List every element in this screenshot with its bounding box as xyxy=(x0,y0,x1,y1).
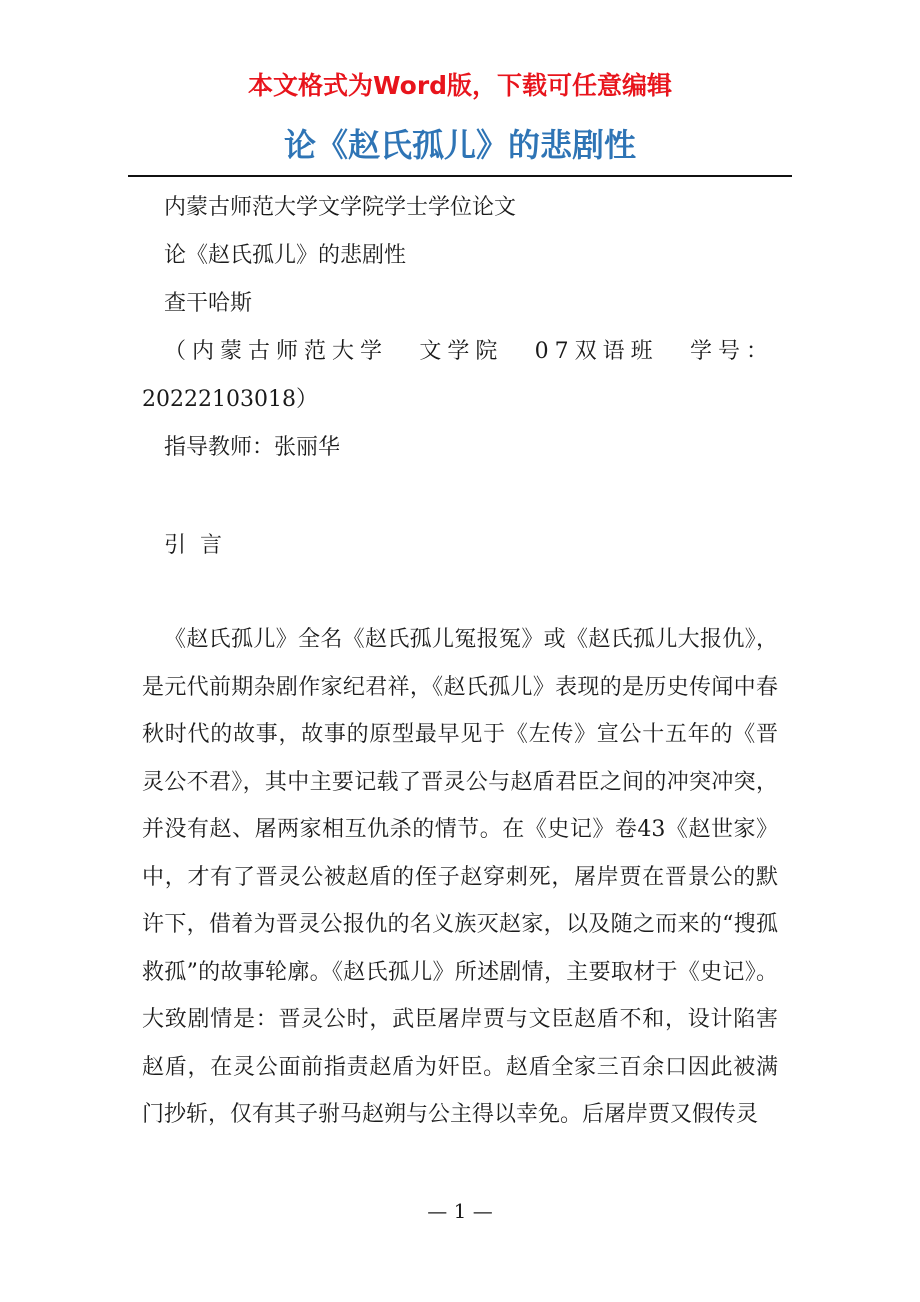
page-number: — 1 — xyxy=(427,1199,493,1223)
title-divider xyxy=(128,175,792,177)
download-banner: 本文格式为Word版，下载可任意编辑 xyxy=(247,71,673,100)
university-line: 内蒙古师范大学文学院学士学位论文 xyxy=(164,195,517,220)
affiliation-class: 07双语班 xyxy=(534,339,659,364)
affiliation-id-label: 学号： xyxy=(689,339,774,364)
student-id: 20222103018） xyxy=(142,387,318,412)
paper-meta xyxy=(142,184,778,472)
body-paragraph: 《赵氏孤儿》全名《赵氏孤儿冤报冤》或《赵氏孤儿大报仇》，是元代前期杂剧作家纪君祥，《赵氏孤儿》表现的是历史传闻中春秋时代的故事，故事的原型最早见于《左传》宣公十五年的《晋灵公不君》，其中主要记载了晋灵公与赵盾君臣之间的冲突冲突，并没有赵、屠两家相互仇杀的情节。在《史记》卷43《赵世家》中，才有了晋灵公被赵盾的侄子赵穿刺死，屠岸贾在晋景公的默许下，借着为晋灵公报仇的名义族灭赵家，以及随之而来的“搜孤救孤”的故事轮廓。《赵氏孤儿》所述剧情，主要取材于《史记》。大致剧情是：晋灵公时，武臣屠岸贾与文臣赵盾不和，设计陷害赵盾，在灵公面前指责赵盾为奸臣。赵盾全家三百余口因此被满门抄斩，仅有其子驸马赵朔与公主得以幸免。后屠岸贾又假传灵 xyxy=(142,627,778,1127)
paper-title: 论《赵氏孤儿》的悲剧性 xyxy=(164,243,407,268)
section-heading: 引言 xyxy=(164,533,237,558)
affiliation-line xyxy=(142,328,778,376)
affiliation-college: 文学院 xyxy=(419,339,504,364)
author-name: 查干哈斯 xyxy=(164,291,253,316)
affiliation-university: （内蒙古师范大学 xyxy=(164,339,389,364)
advisor-line: 指导教师：张丽华 xyxy=(164,435,341,460)
document-title: 论《赵氏孤儿》的悲剧性 xyxy=(283,126,636,164)
